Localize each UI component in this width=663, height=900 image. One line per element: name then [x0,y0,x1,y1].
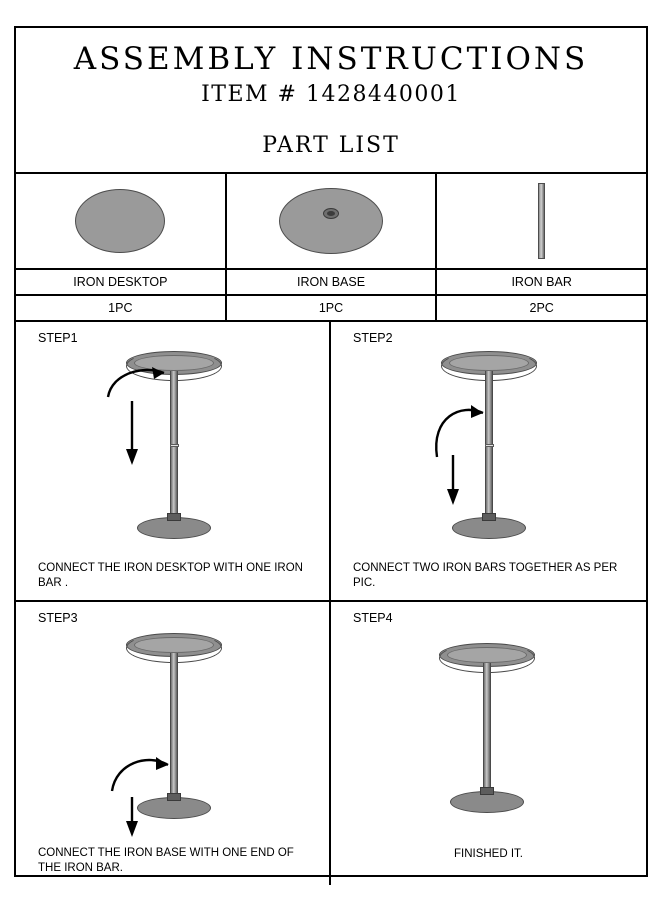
step-caption-4: FINISHED IT. [453,847,523,860]
step-panel-3 [16,602,331,885]
rotate-arrow-icon [331,345,661,575]
part-name-cell-desktop [16,270,227,294]
bar-shape [483,663,491,799]
page-title: ASSEMBLY INSTRUCTIONS [73,41,589,77]
part-cell-base [227,174,438,268]
rotate-arrow-icon [16,625,346,865]
step-panel-4 [331,602,646,885]
part-qty-cell-bar [437,296,646,320]
parts-image-row [16,174,646,270]
part-name-cell-bar [437,270,646,294]
part-qty-desktop: 1PC [108,300,133,315]
part-cell-bar [437,174,646,268]
step-illustration-4 [331,625,646,847]
round-table-top-icon [75,189,165,253]
part-image-desktop [16,174,225,268]
base-disk-shape [279,188,383,254]
part-name-bar: IRON BAR [511,274,572,289]
parts-name-row [16,270,646,296]
step-caption-2: CONNECT TWO IRON BARS TOGETHER AS PER PIC. [353,561,618,590]
step-illustration-2 [331,345,646,561]
step-label-3: STEP3 [38,610,78,625]
step-illustration-1 [16,345,329,561]
step-label-4: STEP4 [353,610,393,625]
part-qty-base: 1PC [318,300,344,315]
step-label-1: STEP1 [38,330,78,345]
rotate-arrow-icon [16,345,346,575]
step-caption-1: CONNECT THE IRON DESKTOP WITH ONE IRON BAR . [38,561,303,590]
part-list-heading: PART LIST [262,132,400,158]
part-name-cell-base [227,270,438,294]
step-illustration-3 [16,625,329,846]
step-panel-2 [331,322,646,602]
round-base-plate-icon [279,188,383,254]
steps-grid [16,322,646,885]
part-image-base [227,174,436,268]
instruction-sheet [14,26,648,877]
part-name-base: IRON BASE [296,274,366,289]
base-hub-shape [480,787,494,795]
part-cell-desktop [16,174,227,268]
parts-qty-row [16,296,646,322]
base-hub-center-shape [327,211,335,216]
step-panel-1 [16,322,331,602]
part-qty-cell-base [227,296,438,320]
part-name-desktop: IRON DESKTOP [73,274,168,289]
step-label-2: STEP2 [353,330,393,345]
part-image-bar [437,174,646,268]
part-qty-bar: 2PC [529,300,554,315]
sheet-header [16,28,646,174]
item-number: ITEM # 1428440001 [201,81,461,107]
step-caption-3: CONNECT THE IRON BASE WITH ONE END OF THE IRON BAR. [38,846,294,875]
part-qty-cell-desktop [16,296,227,320]
straight-bar-icon [538,183,545,259]
